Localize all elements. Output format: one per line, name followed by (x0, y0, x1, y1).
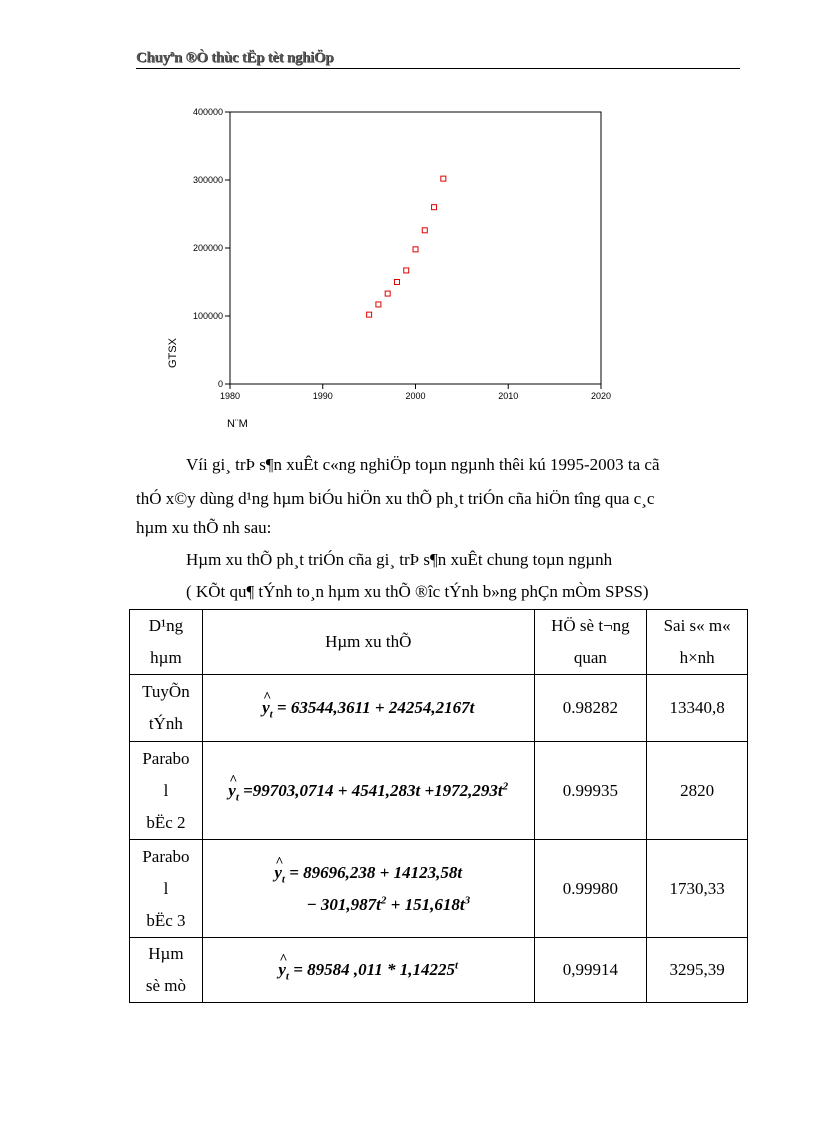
x-axis-label: N¨M (227, 418, 248, 430)
paragraph-line: Víi gi¸ trÞ s¶n xuÊt c«ng nghiÖp toµn ngµnh thêi kú 1995-2003 ta cã (186, 455, 660, 474)
header-cell: Sai s« m« h×nh (647, 610, 748, 675)
formula-cell: ^ $y_t = 89584$ ,011 * 1,14225$^t$ (202, 938, 534, 1003)
data-point (376, 302, 381, 307)
form-cell: Hµm sè mò (130, 938, 203, 1003)
formula-cell: ^ $y_t = 89696,238 + 14123,58t$ − $301,987t^2 + 151,618t^3$ (202, 840, 534, 938)
x-tick-label: 2000 (405, 391, 426, 401)
formula-cell: ^ $y_t = 63544,3611 + 24254,2167t$ (202, 675, 534, 742)
header-cell: HÖ sè t¬ng quan (534, 610, 647, 675)
y-tick-label: 100000 (192, 311, 223, 321)
x-tick-label: 2010 (498, 391, 519, 401)
form-cell: TuyÕn tÝnh (130, 675, 203, 742)
error-cell: 3295,39 (647, 938, 748, 1003)
data-point (385, 291, 390, 296)
table-row (130, 675, 748, 742)
table-row (130, 742, 748, 840)
x-tick-label: 2020 (590, 391, 612, 401)
table-row (130, 840, 748, 938)
y-tick-label: 200000 (192, 243, 223, 253)
correlation-cell: 0.98282 (534, 675, 647, 742)
error-cell: 1730,33 (647, 840, 748, 938)
y-tick-label: 300000 (192, 175, 223, 185)
data-point (441, 176, 446, 181)
error-cell: 2820 (647, 742, 748, 840)
paragraph-line: hµm xu thÕ nh sau: (136, 518, 272, 537)
y-tick-label: 400000 (192, 107, 223, 117)
form-cell: Parabo l bËc 2 (130, 742, 203, 840)
correlation-cell: 0.99980 (534, 840, 647, 938)
form-cell: Parabo l bËc 3 (130, 840, 203, 938)
data-point (367, 312, 372, 317)
data-point (422, 228, 427, 233)
error-cell: 13340,8 (647, 675, 748, 742)
data-point (404, 268, 409, 273)
header-divider (136, 68, 740, 69)
page-header: Chuyªn ®Ò thùc tËp tèt nghiÖp (136, 50, 334, 66)
correlation-cell: 0,99914 (534, 938, 647, 1003)
data-point (394, 280, 399, 285)
scatter-chart (160, 100, 630, 435)
table-header-row (130, 610, 748, 675)
data-point (413, 247, 418, 252)
trend-function-table (129, 609, 748, 1003)
x-tick-label: 1990 (312, 391, 333, 401)
x-tick-label: 1980 (219, 391, 241, 401)
formula-cell: ^ $y_t =99703,0714 + 4541,283t +1972,293t^2$ (202, 742, 534, 840)
header-cell: D¹ng hµm (130, 610, 203, 675)
table-row (130, 938, 748, 1003)
header-cell: Hµm xu thÕ (202, 610, 534, 675)
y-axis-label: GTSX (167, 338, 179, 368)
correlation-cell: 0.99935 (534, 742, 647, 840)
y-tick-label: 0 (217, 379, 223, 389)
paragraph-line: thÓ x©y dùng d¹ng hµm biÓu hiÖn xu thÕ ph¸t triÓn cña hiÖn tîng qua c¸c (136, 489, 655, 508)
paragraph-line: ( KÕt qu¶ tÝnh to¸n hµm xu thÕ ®îc tÝnh b»ng phÇn mÒm SPSS) (186, 582, 649, 601)
paragraph-line: Hµm xu thÕ ph¸t triÓn cña gi¸ trÞ s¶n xuÊt chung toµn ngµnh (186, 550, 613, 569)
data-point (432, 205, 437, 210)
